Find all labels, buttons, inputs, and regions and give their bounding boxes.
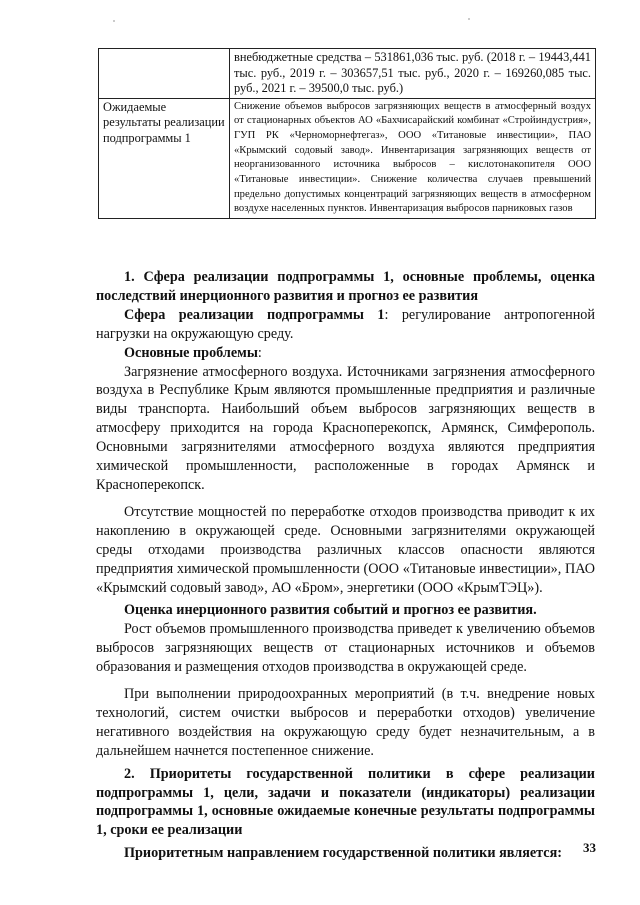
funding-cell: внебюджетные средства – 531861,036 тыс. руб. (2018 г. – 19443,441 тыс. руб., 2019 г. – 303657,51 тыс. руб., 2020 г. – 169260,085 тыс. руб., 2021 г. – 39500,0 тыс. руб.) (230, 49, 596, 99)
paragraph-waste: Отсутствие мощностей по переработке отходов производства приводит к их накоплению в окружающей среде. Основными загрязнителями окружающей среды отходами производства различных классов опасности являются предприятия химической промышленности (ООО «Титановые инвестиции», ПАО «Крымский содовый завод», АО «Бром», энергетики (ООО «КрымТЭЦ»). (96, 503, 595, 596)
document-body (96, 268, 595, 863)
expected-results-cell: Снижение объемов выбросов загрязняющих веществ в атмосферный воздух от стационарных объектов АО «Бахчисарайский комбинат «Стройиндустрия», ГУП РК «Черноморнефтегаз», ООО «Титановые инвестиции», ПАО «Крымский содовый завод». Инвентаризация загрязняющих веществ от неорганизованного источника выбросов – кислотонакопителя ООО «Титановые инвестиции». Снижение количества случаев превышений предельно допустимых концентраций загрязняющих веществ в атмосферном воздухе населенных пунктов. Инвентаризация выбросов парниковых газов (230, 98, 596, 219)
scope-label: Сфера реализации подпрограммы 1 (124, 306, 385, 323)
scope-text: : регулирование антропогенной нагрузки на окружающую среду. (96, 306, 595, 342)
subprogram-passport-table (98, 48, 596, 219)
section-1-heading: 1. Сфера реализации подпрограммы 1, основные проблемы, оценка последствий инерционного развития и прогноз ее развития (96, 269, 595, 304)
page-number: 33 (583, 840, 596, 855)
forecast-heading: Оценка инерционного развития событий и прогноз ее развития. (124, 602, 537, 619)
problems-heading: Основные проблемы: (124, 344, 262, 361)
paragraph-growth: Рост объемов промышленного производства приведет к увеличению объемов выбросов загрязняющих веществ от стационарных источников и объемов образования и размещения отходов производства в окружающей среде. (96, 621, 595, 676)
paragraph-measures: При выполнении природоохранных мероприятий (в т.ч. внедрение новых технологий, систем очистки выбросов и переработки отходов) увеличение негативного воздействия на окружающую среду будет незначительным, а в дальнейшем начнется постепенное снижение. (96, 686, 595, 759)
scan-speck (468, 18, 470, 20)
table-row (99, 98, 596, 219)
scope-paragraph (96, 306, 595, 344)
table-label-cell (99, 49, 230, 99)
section-2-heading: 2. Приоритеты государственной политики в сфере реализации подпрограммы 1, цели, задачи и показатели (индикаторы) реализации подпрограммы 1, основные ожидаемые конечные результаты подпрограммы 1, сроки ее реализации (96, 765, 595, 839)
table-row (99, 49, 596, 99)
scan-speck (113, 20, 115, 22)
paragraph-air-pollution: Загрязнение атмосферного воздуха. Источниками загрязнения атмосферного воздуха в Республике Крым являются промышленные предприятия и различные виды транспорта. Наибольший объем выбросов загрязняющих веществ в атмосферу приходится на города Красноперекопск, Армянск, Симферополь. Основными загрязнителями атмосферного воздуха являются предприятия химической промышленности, расположенные в городах Армянск и Красноперекопск. (96, 363, 595, 493)
expected-results-label: Ожидаемые результаты реализации подпрограммы 1 (99, 98, 230, 219)
priority-line: Приоритетным направлением государственной политики является: (124, 845, 563, 862)
